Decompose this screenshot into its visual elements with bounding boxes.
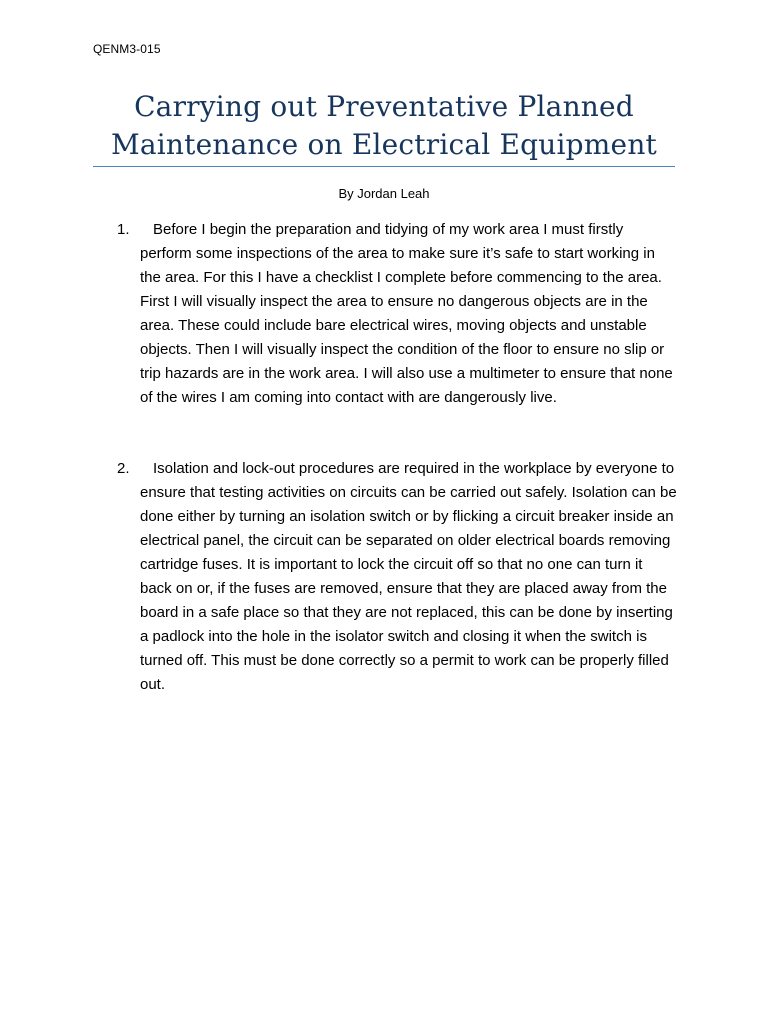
numbered-paragraph [117, 218, 677, 410]
numbered-paragraph [117, 457, 677, 697]
document-title: Carrying out Preventative Planned Maintenance on Electrical Equipment [110, 90, 658, 161]
title-divider [93, 166, 675, 167]
paragraph-text: Isolation and lock-out procedures are required in the workplace by everyone to ensure that testing activities on circuits can be carried out safely. Isolation can be done either by turning an isolation switch or by flicking a circuit breaker inside an electrical panel, the circuit can be separated on older electrical boards removing cartridge fuses. It is important to lock the circuit off so that no one can turn it back on or, if the fuses are removed, ensure that they are placed away from the board in a safe place so that they are not replaced, this can be done by inserting a padlock into the hole in the isolator switch and closing it when the switch is turned off. This must be done correctly so a permit to work can be properly filled out. [140, 460, 677, 693]
paragraph-number: 2. [117, 460, 130, 477]
document-code: QENM3-015 [93, 42, 161, 56]
author-byline: By Jordan Leah [338, 186, 430, 201]
paragraph-text: Before I begin the preparation and tidying of my work area I must firstly perform some inspections of the area to make sure it’s safe to start working in the area. For this I have a checklist I complete before commencing to the area. First I will visually inspect the area to ensure no dangerous objects are in the area. These could include bare electrical wires, moving objects and unstable objects. Then I will visually inspect the condition of the floor to ensure no slip or trip hazards are in the work area. I will also use a multimeter to ensure that none of the wires I am coming into contact with are dangerously live. [140, 221, 673, 406]
paragraph-number: 1. [117, 221, 130, 238]
